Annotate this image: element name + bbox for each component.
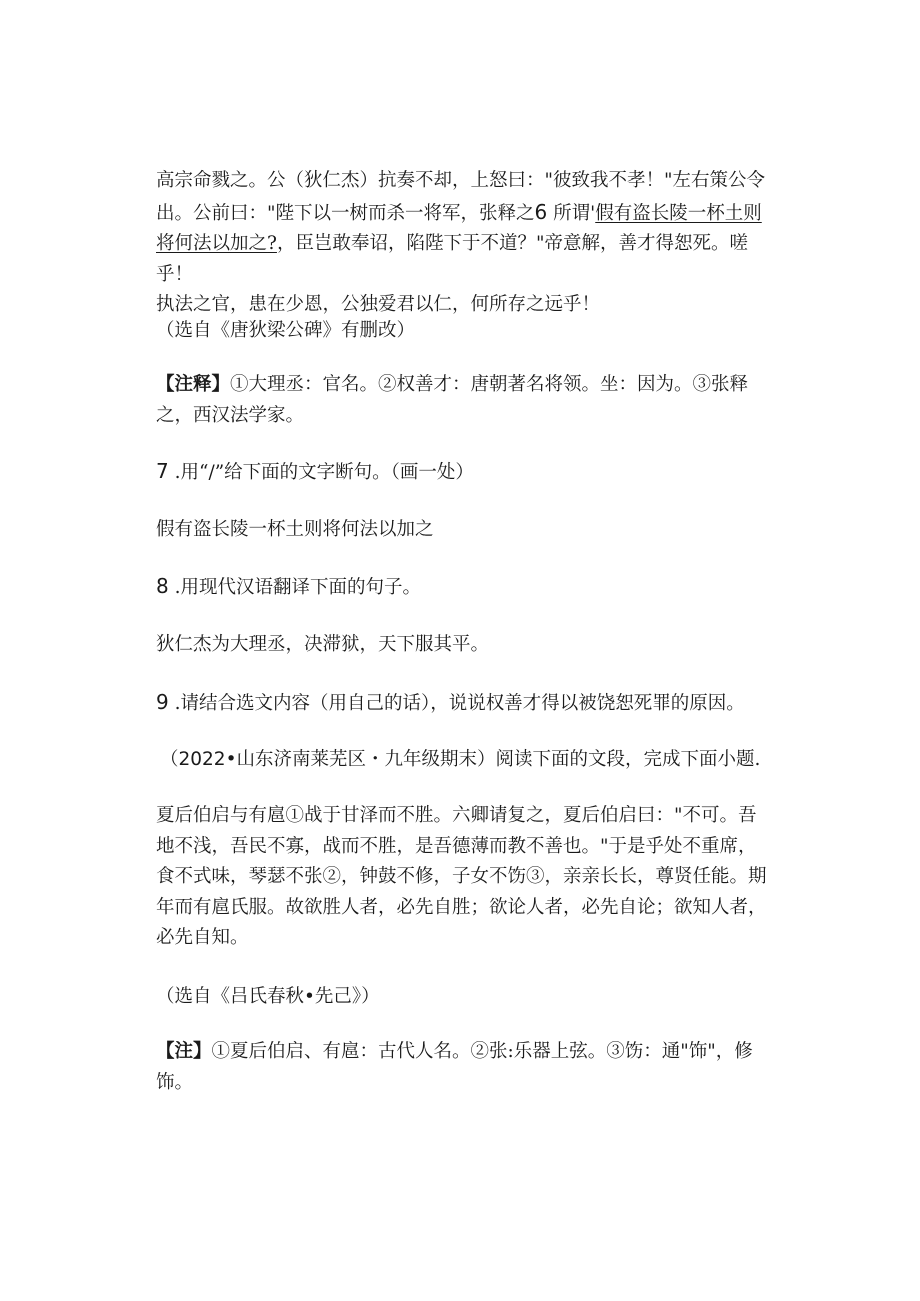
question-7 (156, 456, 781, 489)
annotation-label: 【注】 (156, 1041, 212, 1062)
passage-line: 执法之官，患在少恩，公独爱君以仁，何所存之远乎！ (156, 294, 601, 315)
passage-line: 食不式味，琴瑟不张②，钟鼓不修，子女不饬③，亲亲长长，尊贤任能。期 (156, 866, 767, 887)
question-9 (156, 687, 781, 720)
passage-line: 地不浅，吾民不寡，战而不胜，是吾德薄而教不善也。"于是乎处不重席， (156, 835, 757, 857)
underlined-phrase: 将何法以加之 (156, 233, 268, 254)
section-2-header: （2022•山东济南莱芜区・九年级期末）阅读下面的文段，完成下面小题. (160, 749, 761, 770)
passage-line: 出。公前曰："陛下以一树而杀一将军，张释之6 所谓'假有盗长陵一杯土则 (156, 199, 762, 224)
note-number: 6 (534, 199, 548, 224)
underlined-phrase: 假有盗长陵一杯土则 (595, 202, 762, 224)
passage-2 (156, 801, 781, 954)
annotations-2: 【注】①夏后伯启、有扈：古代人名。②张:乐器上弦。③饬：通"饰"，修 饰。 (156, 1041, 753, 1093)
question-text: .用现代汉语翻译下面的句子。 (174, 577, 422, 598)
question-text: .请结合选文内容（用自己的话），说说权善才得以被饶恕死罪的原因。 (174, 693, 745, 714)
source-citation-2: （选自《吕氏春秋•先己》） (156, 986, 380, 1007)
question-number: 7 (156, 459, 169, 483)
passage-line: 年而有扈氏服。故欲胜人者，必先自胜；欲论人者，必先自论；欲知人者， (156, 896, 767, 918)
passage-1 (156, 166, 781, 321)
passage-line: 高宗命戮之。公（狄仁杰）抗奏不却，上怒曰："彼致我不孝！"左右策公令 (156, 170, 766, 191)
question-number: 9 (156, 690, 169, 714)
passage-line: 必先自知。 (156, 927, 249, 948)
passage-line: 夏后伯启与有扈①战于甘泽而不胜。六卿请复之，夏后伯启曰："不可。吾 (156, 805, 757, 826)
source-citation: （选自《唐狄梁公碑》有删改） (156, 320, 416, 341)
question-8 (156, 571, 781, 604)
passage-line: 将何法以加之?，臣岂敢奉诏，陷陛下于不道？"帝意解，善才得恕死。嗟乎！ (156, 233, 748, 285)
question-number: 8 (156, 574, 169, 598)
annotation-label: 【注释】 (156, 374, 231, 395)
question-text: .用“/”给下面的文字断句。（画一处） (174, 462, 474, 483)
question-7-content: 假有盗长陵一杯土则将何法以加之 (156, 519, 434, 540)
question-8-content: 狄仁杰为大理丞，决滞狱，天下服其平。 (156, 634, 490, 655)
annotations: 【注释】①大理丞：官名。②权善才：唐朝著名将领。坐：因为。③张释 之，西汉法学家。 (156, 374, 749, 426)
